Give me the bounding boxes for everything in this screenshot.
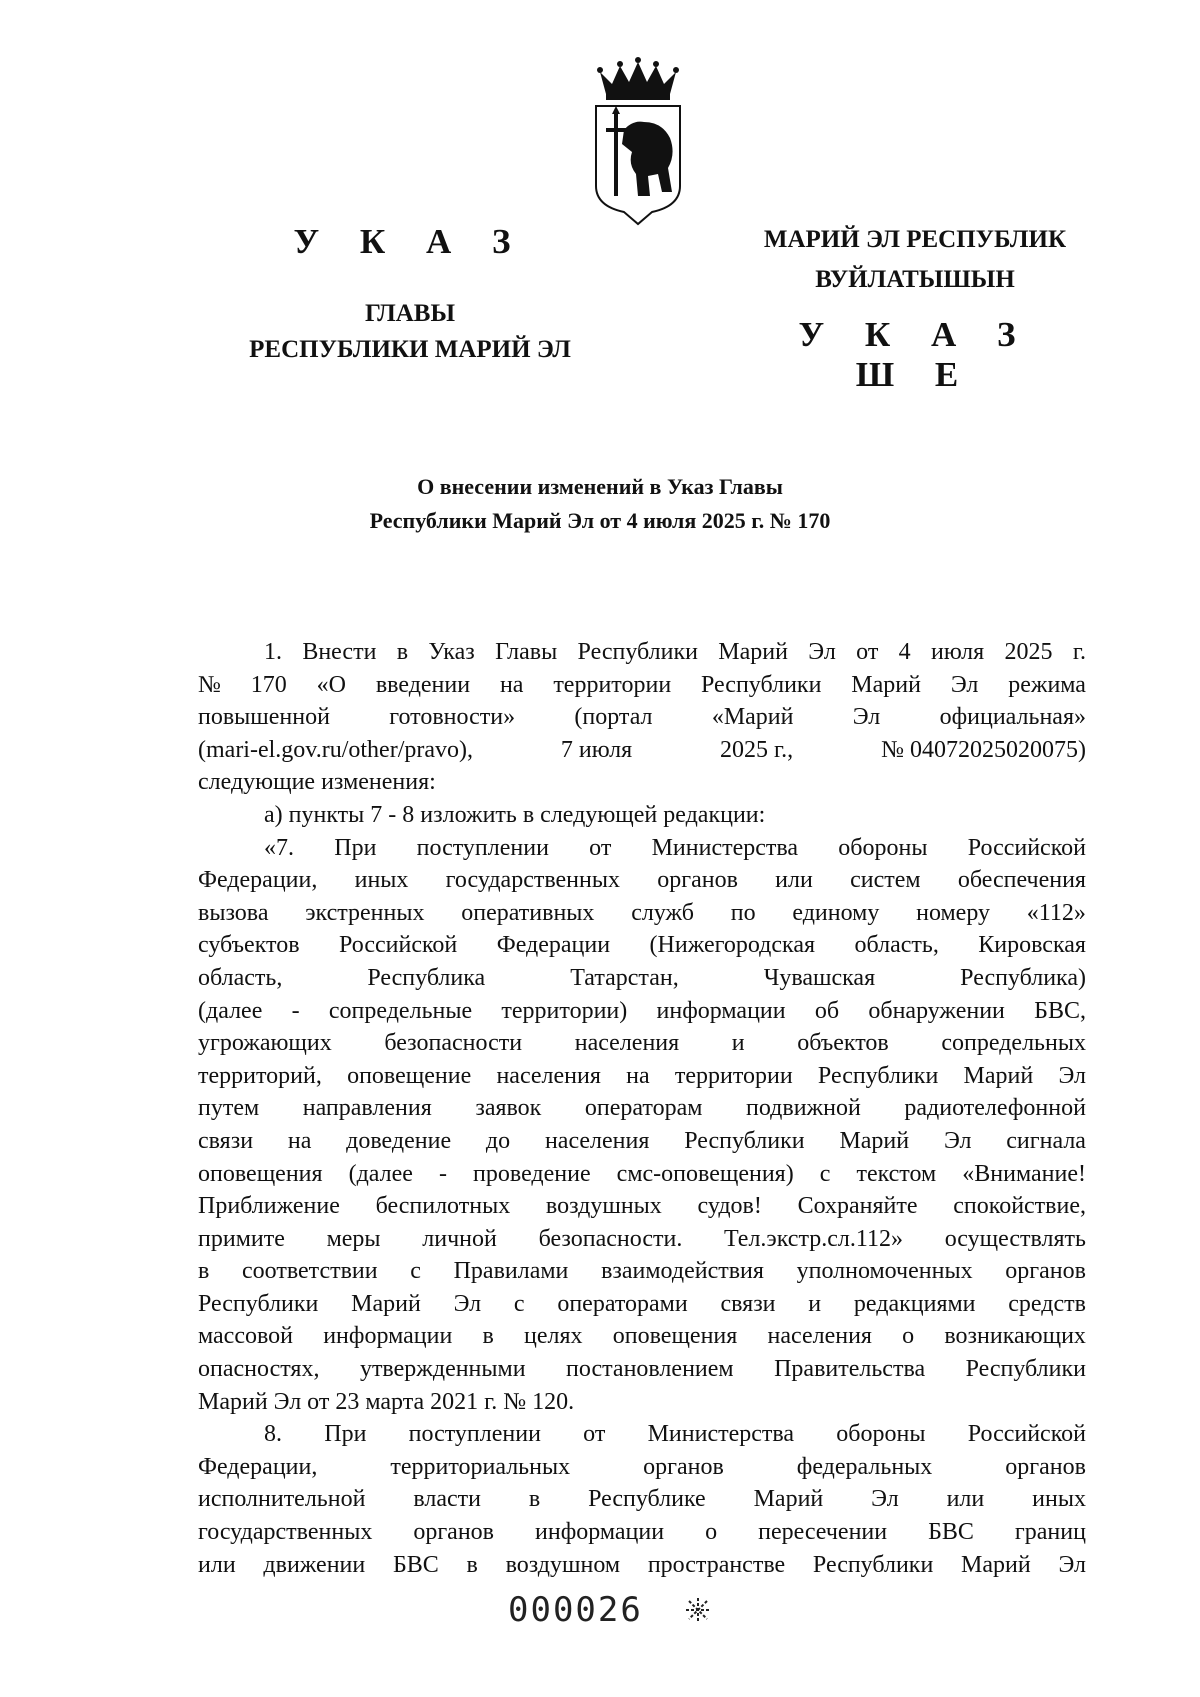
word: или xyxy=(946,1486,985,1513)
text-line xyxy=(198,962,1086,995)
word: территории xyxy=(674,1062,793,1089)
word: территории) xyxy=(501,997,628,1024)
text-line xyxy=(198,636,1086,669)
text-line xyxy=(198,1092,1086,1125)
word: обнаружении xyxy=(868,997,1005,1024)
word: официальная» xyxy=(939,704,1086,731)
decree-title-ru: У К А З xyxy=(293,222,527,261)
word: сигнала xyxy=(1006,1127,1086,1154)
word: Эл xyxy=(852,704,881,731)
word: спокойствие, xyxy=(953,1193,1086,1220)
word: Эл xyxy=(871,1486,899,1513)
word: Марий Эл от 23 марта 2021 г. № 120. xyxy=(198,1388,575,1415)
word: Татарстан, xyxy=(570,964,679,991)
text-line xyxy=(198,1027,1086,1060)
word: (Нижегородская xyxy=(649,932,816,959)
word: заявок xyxy=(475,1095,542,1122)
word: органов xyxy=(657,867,738,894)
word: проведение xyxy=(473,1160,591,1187)
word: Марий xyxy=(718,639,788,665)
word: «О xyxy=(316,671,346,698)
word: Внести xyxy=(302,639,377,665)
word: 7 июля xyxy=(560,736,633,763)
word: БВС xyxy=(392,1551,439,1578)
word: по xyxy=(730,899,756,926)
word: обороны xyxy=(838,834,928,861)
text-line xyxy=(198,1125,1086,1158)
word: № 04072025020075) xyxy=(881,736,1086,763)
word: Марий xyxy=(851,671,921,698)
word: судов! xyxy=(697,1193,762,1220)
issuer-ru-line1: ГЛАВЫ xyxy=(364,300,456,327)
paragraph xyxy=(198,1418,1086,1581)
word: Чувашская xyxy=(763,964,876,991)
text-line xyxy=(198,1451,1086,1484)
word: операторам xyxy=(584,1095,703,1122)
word: Правительства xyxy=(774,1356,926,1383)
text-line xyxy=(198,1483,1086,1516)
word: Марий xyxy=(963,1062,1034,1089)
word: (портал xyxy=(574,704,653,731)
word: а) пункты 7 - 8 изложить в следующей редакции: xyxy=(264,801,766,828)
word: следующие изменения: xyxy=(198,769,436,796)
word: Министерства xyxy=(647,1421,795,1448)
paragraph xyxy=(198,832,1086,1419)
word: Федерации, xyxy=(198,867,318,894)
word: примите xyxy=(198,1225,285,1252)
word: о xyxy=(902,1323,915,1350)
word: Республики xyxy=(701,671,822,698)
word: Тел.экстр.сл.112» xyxy=(724,1225,903,1252)
word: режима xyxy=(1008,671,1086,698)
text-line xyxy=(198,1223,1086,1256)
serial-number: 000026 xyxy=(508,1590,643,1630)
word: информации xyxy=(656,997,786,1024)
word: об xyxy=(814,997,840,1024)
word: готовности» xyxy=(389,704,516,731)
word: меры xyxy=(326,1225,381,1252)
word: июля xyxy=(930,639,985,665)
text-line xyxy=(198,1190,1086,1223)
text-line xyxy=(198,799,1086,832)
word: субъектов xyxy=(198,932,300,959)
word: исполнительной xyxy=(198,1486,366,1513)
word: воздушном xyxy=(505,1551,621,1578)
text-line xyxy=(198,832,1086,865)
word: в xyxy=(528,1486,541,1513)
word: соответствии xyxy=(242,1258,378,1285)
word: с xyxy=(410,1258,421,1285)
word: пространстве xyxy=(647,1551,786,1578)
word: область, xyxy=(854,932,939,959)
text-line xyxy=(198,929,1086,962)
issuer-mari xyxy=(700,220,1130,300)
word: массовой xyxy=(198,1323,293,1350)
word: «Внимание! xyxy=(962,1160,1086,1187)
word: «Марий xyxy=(711,704,794,731)
word: оповещения xyxy=(612,1323,738,1350)
word: 1. xyxy=(264,639,282,665)
word: в xyxy=(466,1551,478,1578)
word: радиотелефонной xyxy=(904,1095,1086,1122)
word: 4 xyxy=(898,639,911,665)
text-line xyxy=(198,734,1086,767)
word: уполномоченных xyxy=(796,1258,973,1285)
word: или xyxy=(775,867,813,894)
word: № xyxy=(198,671,221,698)
word: связи xyxy=(720,1290,776,1317)
word: опасностях, xyxy=(198,1356,320,1383)
word: смс-оповещения) xyxy=(616,1160,794,1187)
word: оперативных xyxy=(461,899,595,926)
word: Российской xyxy=(967,1421,1086,1448)
word: Российской xyxy=(339,932,458,959)
text-line xyxy=(198,864,1086,897)
word: от xyxy=(583,1421,606,1448)
word: Федерации, xyxy=(198,1453,318,1480)
word: целях xyxy=(524,1323,583,1350)
word: обеспечения xyxy=(957,867,1086,894)
word: беспилотных xyxy=(375,1193,511,1220)
word: текстом xyxy=(856,1160,937,1187)
word: 8. xyxy=(264,1421,282,1448)
word: населения xyxy=(496,1062,601,1089)
word: угрожающих xyxy=(198,1030,332,1057)
issuer-mari-line2: ВУЙЛАТЫШЫН xyxy=(815,266,1015,293)
word: поступлении xyxy=(408,1421,541,1448)
word: (mari-el.gov.ru/other/pravo), xyxy=(198,736,474,763)
word: иных xyxy=(354,867,409,894)
word: Республика xyxy=(367,964,486,991)
word: оповещение xyxy=(347,1062,472,1089)
word: Эл xyxy=(1058,1062,1086,1089)
word: в xyxy=(198,1258,210,1285)
word: взаимодействия xyxy=(601,1258,764,1285)
word: оповещения xyxy=(198,1160,323,1187)
document-body xyxy=(198,636,1086,1581)
word: вызова xyxy=(198,899,269,926)
word: территориальных xyxy=(390,1453,571,1480)
word: Эл xyxy=(950,671,979,698)
word: возникающих xyxy=(944,1323,1086,1350)
document-title xyxy=(300,470,900,538)
word: единому xyxy=(792,899,880,926)
paragraph xyxy=(198,636,1086,799)
word: или xyxy=(198,1551,236,1578)
word: Республики xyxy=(198,1290,319,1317)
word: границ xyxy=(1014,1519,1086,1546)
word: Эл xyxy=(808,639,836,665)
word: 2025 г., xyxy=(720,736,794,763)
word: Марий xyxy=(753,1486,824,1513)
word: от xyxy=(856,639,879,665)
word: номеру xyxy=(916,899,991,926)
word: и xyxy=(731,1030,745,1057)
word: Республики xyxy=(812,1551,934,1578)
word: (далее xyxy=(348,1160,413,1187)
text-line xyxy=(198,1158,1086,1191)
word: сопредельных xyxy=(941,1030,1086,1057)
word: Главы xyxy=(495,639,558,665)
word: органов xyxy=(1005,1453,1086,1480)
text-line xyxy=(198,669,1086,702)
word: При xyxy=(324,1421,367,1448)
word: подвижной xyxy=(746,1095,861,1122)
word: территорий, xyxy=(198,1062,322,1089)
word: объектов xyxy=(797,1030,889,1057)
word: Указ xyxy=(428,639,475,665)
text-line xyxy=(198,1418,1086,1451)
word: Марий xyxy=(351,1290,421,1317)
document-title-line1: О внесении изменений в Указ Главы xyxy=(417,474,783,499)
word: - xyxy=(291,997,300,1024)
issuer-ru xyxy=(190,296,630,368)
word: «112» xyxy=(1026,899,1086,926)
word: При xyxy=(334,834,377,861)
text-line xyxy=(198,766,1086,799)
word: Приближение xyxy=(198,1193,340,1220)
text-line xyxy=(198,1516,1086,1549)
word: Марий xyxy=(961,1551,1031,1578)
word: доведение xyxy=(346,1127,452,1154)
word: направления xyxy=(302,1095,432,1122)
word: с xyxy=(513,1290,525,1317)
word: средств xyxy=(1008,1290,1086,1317)
word: органов xyxy=(643,1453,724,1480)
word: Российской xyxy=(967,834,1086,861)
word: осуществлять xyxy=(944,1225,1086,1252)
word: в xyxy=(396,639,409,665)
word: безопасности xyxy=(384,1030,523,1057)
word: населения xyxy=(574,1030,680,1057)
word: «7. xyxy=(264,834,294,861)
word: 2025 xyxy=(1004,639,1053,665)
word: и xyxy=(808,1290,822,1317)
word: Республики xyxy=(577,639,698,665)
word: утвержденными xyxy=(359,1356,526,1383)
word: на xyxy=(499,671,524,698)
word: Республики xyxy=(817,1062,939,1089)
word: Федерации xyxy=(496,932,611,959)
text-line xyxy=(198,1288,1086,1321)
word: Марий xyxy=(839,1127,910,1154)
word: Кировская xyxy=(978,932,1086,959)
word: систем xyxy=(850,867,921,894)
word: государственных xyxy=(198,1519,373,1546)
word: область, xyxy=(198,964,283,991)
word: путем xyxy=(198,1095,260,1122)
word: обороны xyxy=(836,1421,926,1448)
issuer-mari-line1: МАРИЙ ЭЛ РЕСПУБЛИК xyxy=(763,226,1067,253)
word: Сохраняйте xyxy=(797,1193,918,1220)
word: сопредельные xyxy=(328,997,473,1024)
word: населения xyxy=(544,1127,650,1154)
word: безопасности. xyxy=(538,1225,683,1252)
text-line xyxy=(198,1386,1086,1419)
word: Эл xyxy=(453,1290,482,1317)
word: населения xyxy=(767,1323,872,1350)
word: в xyxy=(482,1323,494,1350)
text-line xyxy=(198,701,1086,734)
word: постановлением xyxy=(566,1356,734,1383)
word: воздушных xyxy=(545,1193,662,1220)
word: органов xyxy=(1005,1258,1086,1285)
text-line xyxy=(198,1320,1086,1353)
word: Министерства xyxy=(651,834,799,861)
word: редакциями xyxy=(853,1290,976,1317)
word: служб xyxy=(631,899,694,926)
word: поступлении xyxy=(416,834,549,861)
text-line xyxy=(198,1060,1086,1093)
word: власти xyxy=(413,1486,481,1513)
word: г. xyxy=(1072,639,1086,665)
word: территории xyxy=(553,671,672,698)
word: введении xyxy=(375,671,471,698)
word: о xyxy=(705,1519,718,1546)
word: связи xyxy=(198,1127,254,1154)
asterisk-mark-icon xyxy=(684,1596,712,1624)
word: Республике xyxy=(588,1486,706,1513)
word: повышенной xyxy=(198,704,330,731)
paragraph xyxy=(198,799,1086,832)
word: личной xyxy=(422,1225,497,1252)
word: (далее xyxy=(198,997,263,1024)
word: на xyxy=(626,1062,650,1089)
word: государственных xyxy=(445,867,620,894)
word: Правилами xyxy=(453,1258,569,1285)
text-line xyxy=(198,897,1086,930)
issuer-ru-line2: РЕСПУБЛИКИ МАРИЙ ЭЛ xyxy=(249,336,571,363)
text-line xyxy=(198,1255,1086,1288)
word: 170 xyxy=(250,671,287,698)
word: на xyxy=(287,1127,312,1154)
word: пересечении xyxy=(758,1519,888,1546)
document-title-line2: Республики Марий Эл от 4 июля 2025 г. № 170 xyxy=(369,508,831,533)
word: Республики xyxy=(965,1356,1086,1383)
text-line xyxy=(198,1353,1086,1386)
word: органов xyxy=(413,1519,494,1546)
word: с xyxy=(819,1160,831,1187)
word: Эл xyxy=(943,1127,972,1154)
text-line xyxy=(198,1549,1086,1582)
coat-of-arms-emblem xyxy=(592,56,684,226)
word: федеральных xyxy=(796,1453,933,1480)
word: - xyxy=(439,1160,447,1187)
word: иных xyxy=(1032,1486,1086,1513)
word: информации xyxy=(535,1519,665,1546)
text-line xyxy=(198,995,1086,1028)
word: движении xyxy=(263,1551,366,1578)
word: до xyxy=(485,1127,511,1154)
word: Республики xyxy=(684,1127,805,1154)
decree-title-mari: У К А З Ш Е xyxy=(798,315,1032,394)
word: экстренных xyxy=(305,899,425,926)
word: Республика) xyxy=(960,964,1086,991)
word: операторами xyxy=(557,1290,688,1317)
word: БВС xyxy=(928,1519,974,1546)
word: от xyxy=(589,834,612,861)
word: информации xyxy=(323,1323,453,1350)
word: БВС, xyxy=(1034,997,1086,1024)
word: Эл xyxy=(1058,1551,1086,1578)
